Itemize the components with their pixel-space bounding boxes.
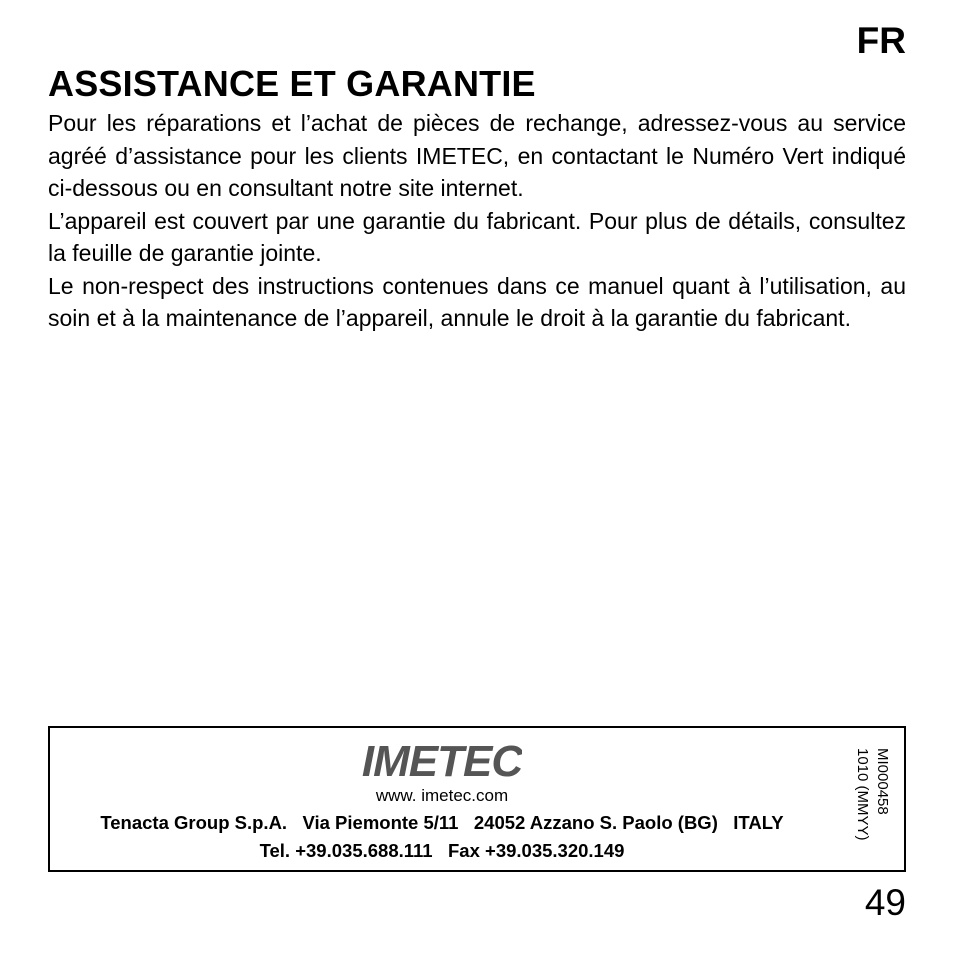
manufacturer-info-box: [48, 726, 906, 872]
imetec-logo: [362, 736, 522, 786]
company-address: Tenacta Group S.p.A. Via Piemonte 5/11 24052 Azzano S. Paolo (BG) ITALY: [100, 812, 784, 833]
document-code-number: MI000458: [874, 748, 891, 815]
page-number: 49: [864, 882, 906, 923]
imetec-logo-text: IMETEC: [362, 737, 522, 786]
paragraph-non-compliance: Le non-respect des instructions contenues dans ce manuel quant à l’utilisation, au soin et à la maintenance de l’appareil, annule le droit à la garantie du fabricant.: [48, 272, 906, 331]
website-link: www. imetec.com: [375, 786, 509, 805]
paragraph-warranty: L’appareil est couvert par une garantie du fabricant. Pour plus de détails, consultez la feuille de garantie jointe.: [48, 207, 906, 266]
document-code-date: 1010 (MMYY): [854, 748, 871, 841]
page-title: ASSISTANCE ET GARANTIE: [48, 63, 536, 104]
language-tag: FR: [856, 20, 906, 61]
body-text: [48, 107, 906, 335]
company-contact: Tel. +39.035.688.111 Fax +39.035.320.149: [259, 840, 625, 861]
paragraph-repairs: Pour les réparations et l’achat de pièces de rechange, adressez-vous au service agréé d’assistance pour les clients IMETEC, en contactant le Numéro Vert indiqué ci-dessous ou en consultant notre site internet.: [48, 110, 906, 201]
document-code: [848, 748, 892, 862]
